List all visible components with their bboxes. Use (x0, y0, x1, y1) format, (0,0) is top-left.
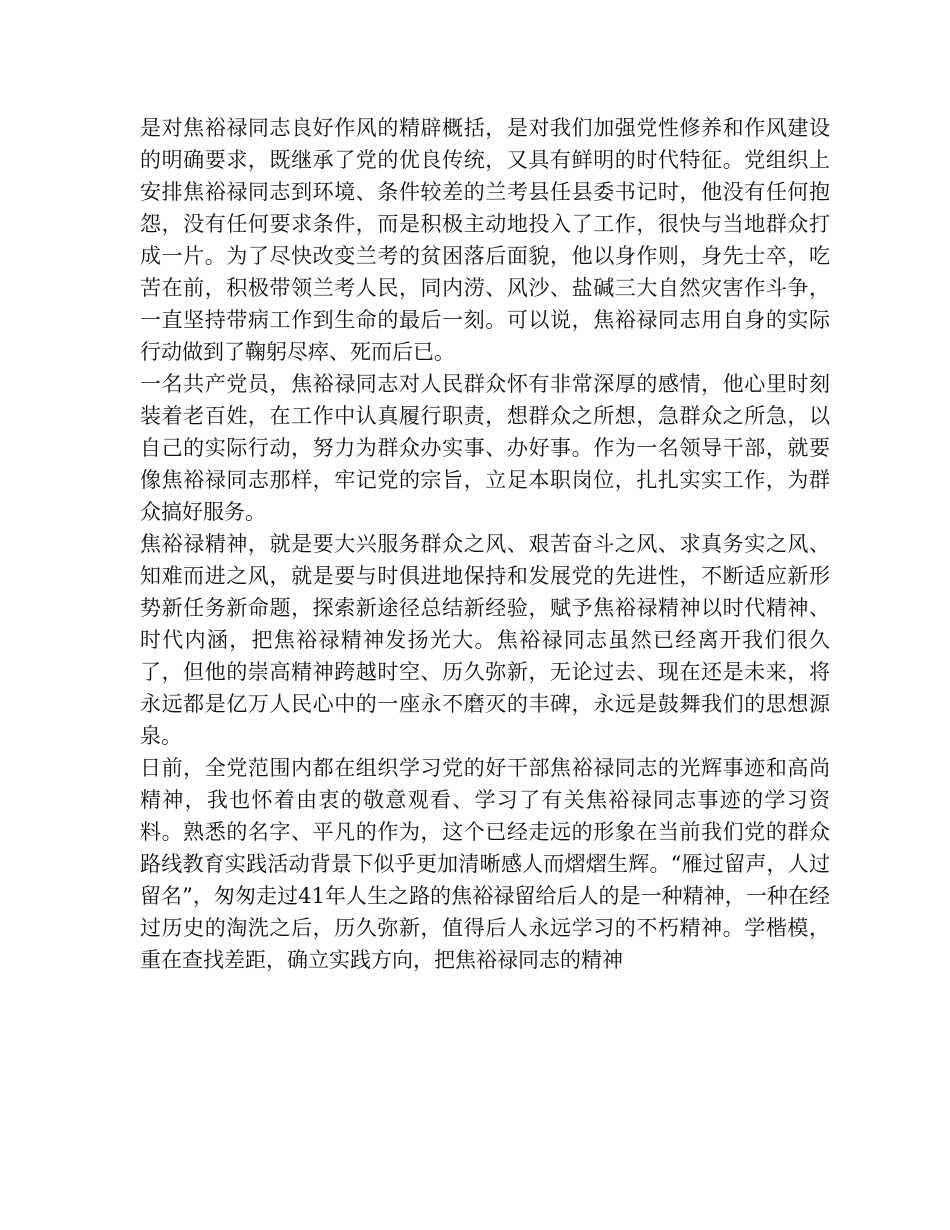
paragraph-1: 是对焦裕禄同志良好作风的精辟概括，是对我们加强党性修养和作风建设的明确要求，既继承了党的优良传统，又具有鲜明的时代特征。党组织上安排焦裕禄同志到环境、条件较差的兰考县任县委书记时，他没有任何抱怨，没有任何要求条件，而是积极主动地投入了工作，很快与当地群众打成一片。为了尽快改变兰考的贫困落后面貌，他以身作则，身先士卒，吃苦在前，积极带领兰考人民，同内涝、风沙、盐碱三大自然灾害作斗争，一直坚持带病工作到生命的最后一刻。可以说，焦裕禄同志用自身的实际行动做到了鞠躬尽瘁、死而后已。 (140, 116, 830, 364)
paragraph-3: 焦裕禄精神，就是要大兴服务群众之风、艰苦奋斗之风、求真务实之风、知难而进之风，就是要与时俱进地保持和发展党的先进性，不断适应新形势新任务新命题，探索新途径总结新经验，赋予焦裕禄精神以时代精神、时代内涵，把焦裕禄精神发扬光大。焦裕禄同志虽然已经离开我们很久了，但他的崇高精神跨越时空、历久弥新，无论过去、现在还是未来，将永远都是亿万人民心中的一座永不磨灭的丰碑，永远是鼓舞我们的思想源泉。 (140, 532, 830, 748)
paragraph-4: 日前，全党范围内都在组织学习党的好干部焦裕禄同志的光辉事迹和高尚精神，我也怀着由衷的敬意观看、学习了有关焦裕禄同志事迹的学习资料。熟悉的名字、平凡的作为，这个已经走远的形象在当前我们党的群众路线教育实践活动背景下似乎更加清晰感人而熠熠生辉。“雁过留声，人过留名”，匆匆走过41年人生之路的焦裕禄留给后人的是一种精神，一种在经过历史的淘洗之后，历久弥新，值得后人永远学习的不朽精神。学楷模，重在查找差距，确立实践方向，把焦裕禄同志的精神 (140, 756, 830, 972)
document-page (140, 112, 830, 976)
paragraph-2: 一名共产党员，焦裕禄同志对人民群众怀有非常深厚的感情，他心里时刻装着老百姓，在工作中认真履行职责，想群众之所想，急群众之所急，以自己的实际行动，努力为群众办实事、办好事。作为一名领导干部，就要像焦裕禄同志那样，牢记党的宗旨，立足本职岗位，扎扎实实工作，为群众搞好服务。 (140, 372, 830, 524)
